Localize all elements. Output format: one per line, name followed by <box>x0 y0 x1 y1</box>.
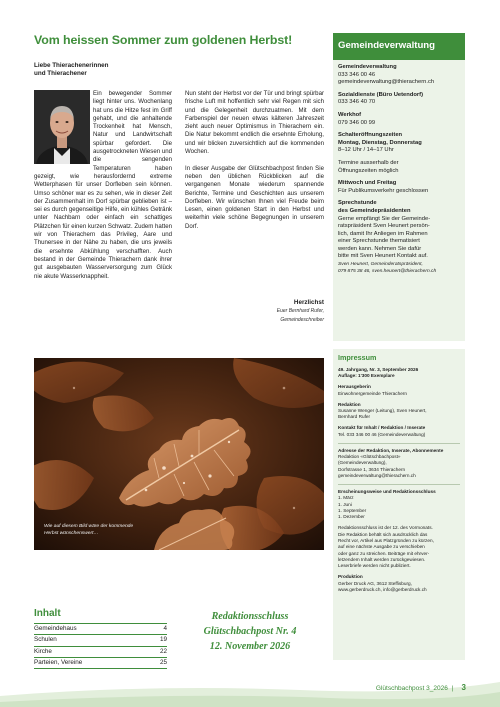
consultation-line: lich, damit Ihr Anliegen im Rahmen <box>338 230 428 237</box>
impressum-email-link[interactable]: gemeindeverwaltung@thierachern.ch <box>338 473 416 479</box>
opening-times: 8–12 Uhr / 14–17 Uhr <box>338 147 394 154</box>
toc-label: Parteien, Vereine <box>34 658 83 666</box>
consultation-line: Gerne empfängt Sie der Gemeinde- <box>338 215 431 222</box>
consultation-contact-name: Sven Heunert, Gemeinderatspräsident, <box>338 262 423 268</box>
impressum-line: letzendem Inhalt werden zurückgewiesen. <box>338 556 426 562</box>
consultation-line: werden kann. Nehmen Sie dafür <box>338 245 422 252</box>
footer <box>376 683 466 692</box>
impressum-line: Leserbriefe werden nicht publiziert. <box>338 563 411 569</box>
impressum-line: Redaktion «Glütschbachpost» <box>338 454 401 460</box>
impressum-block-title: Redaktion <box>338 401 361 407</box>
contact-phone: 033 346 00 46 <box>338 71 376 78</box>
toc-label: Kirche <box>34 647 52 655</box>
contact-title: Sozialdienste (Büro Uetendorf) <box>338 91 424 98</box>
page-number: 3 <box>461 683 466 692</box>
article-column-1 <box>34 90 172 281</box>
impressum-line: Redaktionsschluss ist der 12. des Vormonats. <box>338 525 433 531</box>
impressum-line: oder ganz zu streichen. Beiträge mit ehrver- <box>338 550 430 556</box>
image-caption <box>44 523 154 537</box>
impressum-line: 1. Dezember <box>338 514 365 520</box>
consultation-title: Sprechstunde <box>338 200 377 207</box>
impressum-line: 1. März <box>338 495 354 501</box>
impressum-divider <box>338 484 460 485</box>
impressum-block-title: Herausgeberin <box>338 384 371 390</box>
impressum-line: Recht vor, Artikel aus Platzgründen zu kürzen, <box>338 538 434 544</box>
impressum-website-link[interactable]: www.gerberdruck.ch, info@gerberdruck.ch <box>338 586 427 592</box>
appointment-note <box>338 160 460 175</box>
image-caption-line-2: Herbst wünschenswert… <box>44 531 99 536</box>
impressum-divider <box>338 443 460 444</box>
toc-page: 22 <box>159 647 167 655</box>
opening-hours-title: Schalteröffnungszeiten <box>338 132 403 139</box>
contact-block-admin <box>338 64 460 87</box>
page-headline: Vom heissen Sommer zum goldenen Herbst! <box>34 33 293 47</box>
article-column-2 <box>185 90 324 239</box>
impressum-box <box>333 349 465 660</box>
toc-page: 19 <box>159 636 167 644</box>
contact-block-werkhof <box>338 112 460 127</box>
impressum-edition-line: 49. Jahrgang, Nr. 3, September 2026 <box>338 367 419 372</box>
impressum-line: auf eine nächste Ausgabe zu verschieben <box>338 544 425 550</box>
impressum-title: Impressum <box>338 353 377 362</box>
impressum-schedule <box>338 489 460 520</box>
impressum-block-title: Adresse der Redaktion, Inserate, Abonnemente <box>338 447 444 453</box>
impressum-circulation: Auflage: 1'300 Exemplare <box>338 373 395 379</box>
closed-days-block <box>338 180 460 195</box>
consultation-subtitle: des Gemeindepräsidenten <box>338 207 411 214</box>
table-of-contents <box>34 608 167 669</box>
deadline-notice <box>176 609 324 654</box>
consultation-block <box>338 200 460 275</box>
impressum-block-title: Kontakt für Inhalt / Redaktion / Inserate <box>338 425 426 431</box>
signature-title: Herzlichst <box>293 299 324 306</box>
contact-phone: 079 346 00 99 <box>338 119 376 126</box>
impressum-line: Die Redaktion behält sich ausdrücklich das <box>338 531 428 537</box>
impressum-line: 1. September <box>338 508 367 514</box>
impressum-deadline-note <box>338 525 460 569</box>
deadline-line-1: Redaktionsschluss <box>211 611 289 622</box>
sidebar-body <box>333 60 465 275</box>
toc-label: Gemeindehaus <box>34 625 77 632</box>
impressum-line: (Gemeindeverwaltung), <box>338 460 387 466</box>
impressum-block-title: Erscheinungsweise und Redaktionsschluss <box>338 489 436 495</box>
toc-label: Schulen <box>34 636 57 644</box>
impressum-editorial <box>338 402 460 421</box>
closed-days-text: Für Publikumsverkehr geschlossen <box>338 187 429 194</box>
sidebar-title: Gemeindeverwaltung <box>333 33 465 60</box>
consultation-line: ratspräsident Sven Heunert persön- <box>338 223 430 230</box>
autumn-leaves-image <box>34 358 324 550</box>
footer-separator: | <box>451 685 454 692</box>
toc-row[interactable] <box>34 634 167 645</box>
signature-role: Gemeindeschreiber <box>280 316 324 323</box>
article-greeting <box>34 62 174 79</box>
toc-page: 4 <box>163 625 167 632</box>
deadline-line-3: 12. November 2026 <box>209 641 291 652</box>
impressum-line: Dorfstrasse 1, 3634 Thierachern <box>338 466 406 472</box>
deadline-line-2: Glütschbachpost Nr. 4 <box>203 626 297 637</box>
impressum-contact <box>338 425 460 438</box>
contact-sidebar <box>333 33 465 341</box>
toc-row[interactable] <box>34 646 167 657</box>
contact-block-social <box>338 92 460 107</box>
greeting-line-2: und Thierachener <box>34 70 87 78</box>
signature-name: Euer Bernhard Rufer, <box>276 308 324 314</box>
opening-days: Montag, Dienstag, Donnerstag <box>338 139 422 146</box>
consultation-line: einer Sprechstunde thematisiert <box>338 238 420 245</box>
appointment-line-1: Termine ausserhalb der <box>338 159 399 166</box>
toc-row[interactable] <box>34 657 167 669</box>
appointment-line-2: Öffnungszeiten möglich <box>338 167 399 174</box>
impressum-line: Susanne Wenger (Leitung), Sven Heunert, <box>338 408 427 414</box>
footer-publication: Glütschbachpost 3_2026 <box>375 685 448 692</box>
impressum-line: Bernhard Rufer <box>338 414 371 420</box>
toc-row[interactable] <box>34 623 167 634</box>
consultation-line: bitte mit Sven Heunert Kontakt auf. <box>338 253 428 260</box>
impressum-production <box>338 574 460 593</box>
impressum-address <box>338 448 460 479</box>
opening-hours-block <box>338 132 460 155</box>
impressum-publisher <box>338 384 460 397</box>
impressum-line: Einwohnergemeinde Thierachern <box>338 390 407 396</box>
consultation-contact-email-link[interactable]: 079 875 38 46, sven.heunert@thierachern.ch <box>338 269 437 275</box>
contact-phone: 033 346 40 70 <box>338 99 376 106</box>
editorial-article <box>34 62 324 347</box>
image-caption-line-1: Wie auf diesem Bild wäre der kommende <box>44 524 134 529</box>
article-col2-para1: Nun steht der Herbst vor der Tür und bringt spürbar frische Luft mit hoffentlich sehr viel Regen mit sich und die Gelegenheit durchzuatmen. Mit dem Farbenspiel der neuen etwas kälteren Jahreszeit zieht auch neuer Optimismus in Thierachern ein. Die Natur bekommt endlich die ersehnte Erholung, und wir blicken zuversichtlich auf die kommenden Wochen. <box>185 90 324 156</box>
impressum-line: 1. Juni <box>338 501 352 507</box>
contact-email-link[interactable]: gemeindeverwaltung@thierachern.ch <box>338 79 435 86</box>
article-signature <box>185 298 324 324</box>
article-col2-para2: In dieser Ausgabe der Glütschbachpost finden Sie neben den üblichen Rückblicken auf die vergangenen Monate wiederum spannende Berichte, Termine und Geschichten aus unserem Dorfleben. Wir wünschen Ihnen viel Freude beim Lesen, einen goldenen Start in den Herbst und weiterhin viele schöne Begegnungen in unserem Dorf. <box>185 164 324 230</box>
contact-title: Gemeindeverwaltung <box>338 64 397 70</box>
article-col1-text: Ein bewegender Sommer liegt hinter uns. Wochenlang hat uns die Hitze fest im Griff gehabt, und die anhaltende Trockenheit hat Mensch, Natur und Landwirtschaft spürbar gefordert. Die ausgetrockneten Wiesen und die sengenden Temperaturen haben gezeigt, wie herausfordernd extreme Wetterphasen für unser Dorfleben sein können. Umso schöner war es zu sehen, wie in dieser Zeit der Zusammenhalt im Dorf spürbar geblieben ist – sei es durch gegenseitige Hilfe, ein kühles Getränk unter Nachbarn oder einfach ein schattiges Plätzchen für einen kurzen Schwatz. Zudem hatten wir von Thierachern das Privileg, Aare und Thunersee in der Nähe zu haben, die uns jeweils die ersehnte Abkühlung verschafften. Auch bestand in der Gemeinde Thierachern dank ihrer gut ausgebauten Wasserversorgung zum Glück nie akute Wasserknappheit. <box>34 90 172 280</box>
leaves-illustration <box>34 358 324 550</box>
impressum-line: Gerber Druck AG, 3612 Steffisburg, <box>338 580 412 586</box>
toc-title: Inhalt <box>34 608 61 619</box>
contact-title: Werkhof <box>338 111 362 118</box>
impressum-line: Tel. 033 346 00 46 (Gemeindeverwaltung) <box>338 431 426 437</box>
impressum-edition <box>338 367 460 380</box>
impressum-block-title: Produktion <box>338 574 363 580</box>
toc-page: 25 <box>159 658 167 666</box>
greeting-line-1: Liebe Thierachenerinnen <box>34 62 109 69</box>
closed-days-title: Mittwoch und Freitag <box>338 180 397 187</box>
